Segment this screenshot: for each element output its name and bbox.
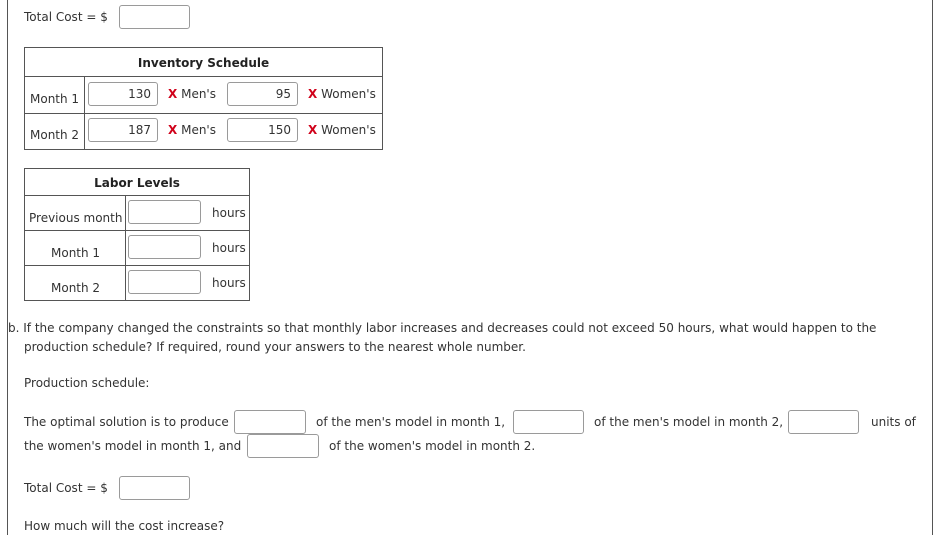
women-month2-input[interactable] — [227, 118, 298, 142]
labor-divider-2 — [24, 230, 250, 231]
labor-row-label: Month 2 — [51, 281, 101, 295]
total-cost-input-top[interactable] — [119, 5, 190, 29]
women-month1-answer-input[interactable] — [788, 410, 859, 434]
sentence-part1: The optimal solution is to produce — [24, 415, 229, 429]
labor-month2-input[interactable] — [128, 270, 201, 294]
sentence-part4: units of — [871, 415, 916, 429]
women-month2-unit: X Women's — [308, 123, 376, 137]
sentence-part2: of the men's model in month 1, — [316, 415, 506, 429]
sentence-part5: the women's model in month 1, and — [24, 439, 242, 453]
labor-unit: hours — [212, 276, 246, 290]
cost-increase-question: How much will the cost increase? — [24, 519, 225, 533]
sentence-part6: of the women's model in month 2. — [329, 439, 536, 453]
labor-row-label: Previous month — [29, 211, 123, 225]
men-month2-unit: X Men's — [168, 123, 216, 137]
labor-levels-title: Labor Levels — [94, 176, 180, 190]
incorrect-x-icon: X — [168, 123, 178, 137]
inventory-schedule-title: Inventory Schedule — [137, 56, 270, 70]
men-month1-unit: X Men's — [168, 87, 216, 101]
incorrect-x-icon: X — [308, 123, 318, 137]
men-month2-answer-input[interactable] — [513, 410, 584, 434]
inventory-divider-1 — [24, 76, 383, 77]
labor-unit: hours — [212, 241, 246, 255]
women-month1-unit: X Women's — [308, 87, 376, 101]
labor-previous-month-input[interactable] — [128, 200, 201, 224]
incorrect-x-icon: X — [308, 87, 318, 101]
total-cost-label-bottom: Total Cost = $ — [24, 481, 108, 495]
men-month1-input[interactable] — [88, 82, 158, 106]
women-month2-answer-input[interactable] — [247, 434, 319, 458]
labor-col-divider — [125, 195, 126, 301]
labor-divider-3 — [24, 265, 250, 266]
labor-divider-1 — [24, 195, 250, 196]
inventory-row-label: Month 2 — [30, 128, 80, 142]
part-b-question-line2: production schedule? If required, round your answers to the nearest whole number. — [24, 340, 526, 354]
inventory-divider-2 — [24, 113, 383, 114]
total-cost-input-bottom[interactable] — [119, 476, 190, 500]
inventory-row-label: Month 1 — [30, 92, 80, 106]
total-cost-label-top: Total Cost = $ — [24, 10, 108, 24]
sentence-part3: of the men's model in month 2, — [594, 415, 784, 429]
labor-month1-input[interactable] — [128, 235, 201, 259]
labor-unit: hours — [212, 206, 246, 220]
incorrect-x-icon: X — [168, 87, 178, 101]
labor-row-label: Month 1 — [51, 246, 101, 260]
production-schedule-label: Production schedule: — [24, 376, 150, 390]
men-month1-answer-input[interactable] — [234, 410, 306, 434]
inventory-col-divider — [84, 76, 85, 150]
men-month2-input[interactable] — [88, 118, 158, 142]
part-b-question-line1: b. If the company changed the constraints so that monthly labor increases and decreases could not exceed 50 hours, what would happen to the — [8, 321, 877, 335]
women-month1-input[interactable] — [227, 82, 298, 106]
